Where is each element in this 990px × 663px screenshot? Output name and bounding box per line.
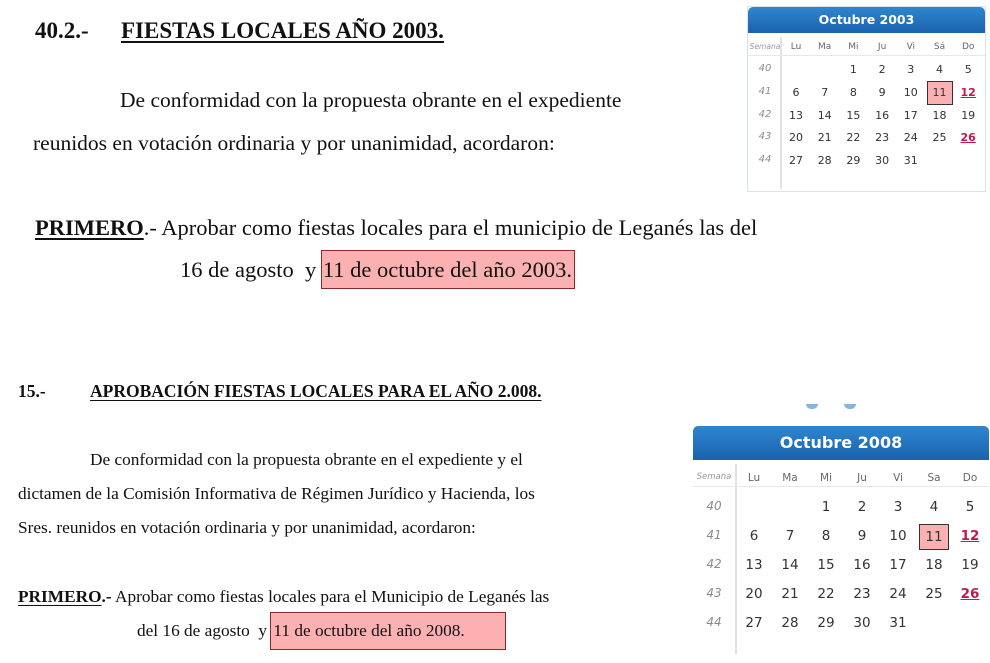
week-column-divider	[735, 464, 737, 654]
day-header: Sá	[933, 42, 946, 52]
day-header: Vi	[893, 472, 903, 484]
week-number: 41	[758, 85, 772, 97]
calendar-day: 2	[857, 499, 867, 515]
section1-paragraph-line1: De conformidad con la propuesta obrante en el expediente	[120, 88, 622, 112]
calendar-day: 27	[745, 615, 763, 631]
calendar-day: 24	[903, 131, 918, 145]
week-label: Semana	[696, 472, 732, 482]
calendar-day: 27	[789, 154, 803, 168]
calendar-day: 31	[903, 154, 918, 168]
calendar-day: 20	[789, 131, 803, 145]
calendar-october-2008	[693, 426, 989, 654]
section2-paragraph-line2: dictamen de la Comisión Informativa de Régimen Jurídico y Hacienda, los	[18, 484, 535, 503]
calendar-day: 20	[745, 586, 763, 602]
calendar-day: 18	[932, 108, 947, 122]
day-header: Mi	[820, 472, 832, 484]
week-number: 40	[706, 499, 722, 513]
calendar-day: 8	[849, 85, 857, 99]
decorative-dots	[806, 404, 886, 410]
calendar-day: 2	[878, 63, 886, 76]
section2-primero	[18, 587, 549, 607]
section1-primero	[35, 215, 757, 241]
calendar-day: 4	[929, 499, 939, 515]
section1-primero-text: Aprobar como fiestas locales para el municipio de Leganés las del	[161, 215, 758, 240]
calendar-day: 21	[817, 131, 832, 145]
day-header: Do	[961, 42, 975, 52]
calendar-day: 23	[853, 586, 871, 602]
section1-line2-prefix: 16 de agosto y	[180, 257, 322, 282]
calendar-day: 29	[817, 615, 835, 631]
calendar-day-selected: 11	[927, 81, 953, 105]
section2-title: APROBACIÓN FIESTAS LOCALES PARA EL AÑO 2.008.	[90, 381, 542, 401]
calendar-day: 21	[781, 586, 799, 602]
section1-primero-line2	[180, 257, 574, 283]
calendar-day: 16	[853, 557, 871, 573]
section2-date-highlight: 11 de octubre del año 2008.	[271, 613, 504, 649]
calendar-day: 28	[817, 154, 832, 168]
calendar-day: 30	[875, 154, 890, 168]
week-number: 43	[758, 131, 772, 143]
section2-primero-text: Aprobar como fiestas locales para el Municipio de Leganés las	[114, 587, 550, 606]
calendar-day: 7	[785, 528, 795, 544]
header-divider	[748, 55, 985, 56]
calendar-day: 3	[907, 63, 915, 76]
day-header: Sa	[927, 472, 941, 484]
calendar-day: 1	[849, 63, 857, 76]
calendar-day: 8	[821, 528, 831, 544]
calendar-day-holiday: 12	[960, 528, 980, 544]
calendar-day: 6	[792, 85, 800, 99]
calendar-day: 3	[893, 499, 903, 515]
calendar-day: 15	[817, 557, 835, 573]
calendar-day: 10	[889, 528, 907, 544]
calendar-day-holiday: 26	[960, 131, 976, 145]
calendar-day: 17	[889, 557, 907, 573]
section2-number: 15.-	[18, 381, 46, 401]
calendar-day: 4	[936, 63, 943, 76]
section2-line2-prefix: del 16 de agosto y	[137, 621, 272, 640]
week-number: 44	[706, 615, 722, 629]
day-header: Lu	[747, 472, 761, 484]
calendar-day: 7	[821, 85, 829, 99]
calendar-day: 9	[878, 85, 886, 99]
calendar-day: 10	[903, 85, 918, 99]
week-number: 43	[706, 586, 722, 600]
day-header: Vi	[906, 42, 916, 52]
section1-title: FIESTAS LOCALES AÑO 2003.	[121, 18, 444, 43]
dot-shape	[806, 404, 818, 409]
week-number: 42	[706, 557, 722, 571]
day-header: Ju	[877, 42, 887, 52]
calendar-day: 19	[961, 557, 979, 573]
calendar-day: 5	[965, 499, 975, 515]
calendar-day: 25	[932, 131, 947, 145]
day-header: Ma	[818, 42, 832, 52]
section2-primero-sep: .-	[101, 587, 112, 606]
calendar-october-2003	[747, 6, 986, 192]
section1-paragraph-line2: reunidos en votación ordinaria y por unanimidad, acordaron:	[33, 131, 555, 155]
calendar-day: 13	[789, 108, 803, 122]
calendar-day: 23	[875, 131, 890, 145]
calendar-day: 28	[781, 615, 799, 631]
calendar-day: 6	[749, 528, 759, 544]
section2-primero-label: PRIMERO	[18, 587, 102, 606]
calendar-day: 29	[846, 154, 861, 168]
week-number: 40	[758, 63, 772, 74]
header-divider	[693, 486, 989, 487]
calendar-day: 5	[964, 63, 972, 76]
calendar-day-holiday: 26	[960, 586, 980, 602]
calendar-day: 14	[817, 108, 832, 122]
calendar-day: 22	[817, 586, 835, 602]
calendar-day: 22	[846, 131, 861, 145]
calendar-day: 1	[821, 499, 831, 515]
week-number: 41	[706, 528, 722, 542]
calendar-header: Octubre 2008	[693, 426, 989, 460]
calendar-day: 18	[925, 557, 943, 573]
week-column-divider	[780, 37, 782, 189]
dot-shape	[844, 404, 856, 409]
calendar-day: 25	[925, 586, 943, 602]
day-header: Do	[962, 472, 978, 484]
week-number: 44	[758, 154, 772, 166]
day-header: Mi	[848, 42, 859, 52]
calendar-day: 17	[903, 108, 918, 122]
calendar-day-holiday: 12	[960, 85, 976, 99]
section2-paragraph-line3: Sres. reunidos en votación ordinaria y por unanimidad, acordaron:	[18, 518, 476, 537]
week-number: 42	[758, 108, 772, 120]
section2-paragraph-line1: De conformidad con la propuesta obrante en el expediente y el	[90, 450, 523, 469]
calendar-day: 16	[875, 108, 890, 122]
calendar-day: 15	[846, 108, 861, 122]
day-header: Ju	[857, 472, 867, 484]
day-header: Ma	[782, 472, 798, 484]
section1-date-highlight: 11 de octubre del año 2003.	[322, 251, 574, 288]
week-label: Semana	[749, 42, 781, 51]
calendar-day: 24	[889, 586, 907, 602]
calendar-day: 9	[857, 528, 867, 544]
section1-number: 40.2.-	[35, 18, 89, 43]
calendar-day: 31	[889, 615, 907, 631]
calendar-day: 30	[853, 615, 871, 631]
day-header: Lu	[790, 42, 802, 52]
calendar-day: 14	[781, 557, 799, 573]
section1-primero-sep: .-	[143, 215, 157, 240]
section2-primero-line2	[137, 621, 505, 641]
calendar-day-selected: 11	[919, 524, 949, 550]
calendar-header: Octubre 2003	[748, 7, 985, 33]
calendar-day: 19	[961, 108, 976, 122]
section1-primero-label: PRIMERO	[35, 215, 144, 240]
calendar-day: 13	[745, 557, 763, 573]
